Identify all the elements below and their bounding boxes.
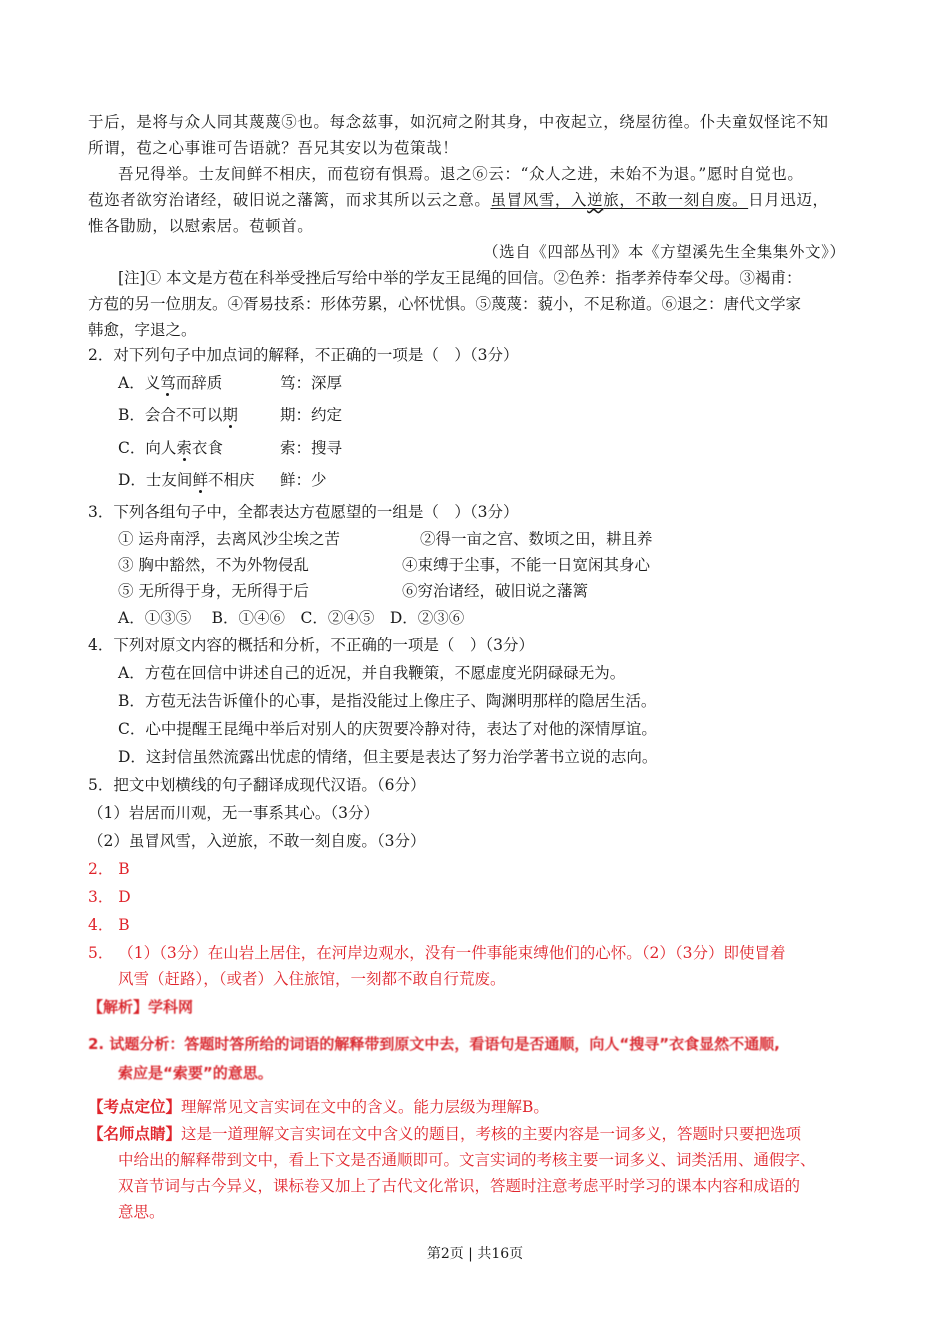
q3-options: A．①③⑤ B．①④⑥ C．②④⑤ D．②③⑥: [118, 609, 465, 627]
answer-5-line-2: 风雪（赶路），（或者）入住旅馆，一刻都不敢自行荒废。: [118, 970, 506, 988]
analysis-line-2: 索应是“索要”的意思。: [118, 1064, 273, 1082]
q2-option-c: C．向人索衣食: [118, 439, 223, 457]
q4-option-c: C．心中提醒王昆绳中举后对别人的庆贺要冷静对待，表达了对他的深情厚谊。: [118, 720, 657, 738]
mingshi-line-4: 意思。: [118, 1203, 165, 1221]
q3-sentence-6: ⑥穷治诸经，破旧说之藩篱: [402, 582, 589, 600]
q3-sentence-5: ⑤ 无所得于身，无所得于后: [118, 582, 309, 600]
dotted-word: 笃: [160, 374, 176, 392]
q2-option-d: D．士友间鲜不相庆: [118, 471, 255, 489]
passage-line-4-post: 日月迅迈，: [748, 191, 829, 209]
q2-option-a-expl: 笃：深厚: [280, 374, 343, 392]
mingshi-line-3: 双音节词与古今异义，课标卷又加上了古代文化常识，答题时注意考虑平时学习的课本内容和成语的: [118, 1177, 801, 1195]
q3-sentence-1: ① 运舟南浮，去离风沙尘埃之苦: [118, 530, 340, 548]
mingshi-line-1: [88, 1123, 801, 1145]
analysis-heading: 【解析】学科网: [88, 998, 194, 1016]
notes-line-1: [注]① 本文是方苞在科举受挫后写给中举的学友王昆绳的回信。②色养：指孝养侍奉父母。③褐甫：: [118, 269, 802, 287]
q5-sentence-2: （2）虽冒风雪，入逆旅，不敢一刻自废。（3分）: [88, 832, 426, 850]
q2-option-d-expl: 鲜：少: [280, 471, 327, 489]
q3-sentence-3: ③ 胸中豁然，不为外物侵乱: [118, 556, 309, 574]
kaodian-text: 理解常见文言实词在文中的含义。能力层级为理解B。: [181, 1098, 549, 1116]
q4-option-a: A．方苞在回信中讲述自己的近况，并自我鞭策，不愿虚度光阴碌碌无为。: [118, 664, 626, 682]
q4-option-b: B．方苞无法告诉僮仆的心事，是指没能过上像庄子、陶渊明那样的隐居生活。: [118, 692, 657, 710]
passage-line-4: [88, 189, 829, 211]
underlined-sentence: 虽冒风雪，入逆旅，不敢一刻自废。: [490, 191, 749, 209]
passage-line-3: 吾兄得举。士友间鲜不相庆，而苞窃有惧焉。退之⑥云：“众人之进，未始不为退。”愿时自觉也。: [118, 165, 804, 183]
q2-option-a: A．义笃而辞质: [118, 374, 223, 392]
notes-line-2: 方苞的另一位朋友。④胥易技系：形体劳累，心怀忧惧。⑤蔑蔑：藐小，不足称道。⑥退之：唐代文学家: [88, 295, 802, 313]
passage-line-5: 惟各勖励，以慰索居。苞顿首。: [88, 217, 314, 235]
passage-source: （选自《四部丛刊》本《方望溪先生全集集外文》）: [483, 243, 846, 261]
mingshi-line-2: 中给出的解释带到文中，看上下文是否通顺即可。文言实词的考核主要一词多义、词类活用、通假字、: [118, 1151, 816, 1169]
dotted-word: 鲜: [192, 471, 208, 489]
passage-line-2: 所谓，苞之心事谁可告语就？吾兄其安以为苞策哉！: [88, 139, 459, 157]
mingshi-text-1: 这是一道理解文言实词在文中含义的题目，考核的主要内容是一词多义，答题时只要把选项: [181, 1125, 802, 1143]
q2-option-b: B．会合不可以期: [118, 406, 238, 424]
q4-stem: 4．下列对原文内容的概括和分析，不正确的一项是（ ）（3分）: [88, 636, 534, 654]
kaodian-label: 【考点定位】: [88, 1097, 182, 1116]
q3-sentence-4: ④束缚于尘事，不能一日宽闲其身心: [402, 556, 651, 574]
answer-3: 3． D: [88, 888, 131, 906]
analysis-line-1: 2. 试题分析：答题时答所给的词语的解释带到原文中去，看语句是否通顺，向人“搜寻”衣食显然不通顺,: [88, 1035, 780, 1053]
q3-stem: 3．下列各组句子中，全都表达方苞愿望的一组是（ ）（3分）: [88, 503, 519, 521]
q2-option-b-expl: 期：约定: [280, 406, 343, 424]
passage-line-1: 于后，是将与众人同其蔑蔑⑤也。每念兹事，如沉疴之附其身，中夜起立，绕屋彷徨。仆夫童奴怪诧不知: [88, 113, 829, 131]
q2-option-c-expl: 索：搜寻: [280, 439, 343, 457]
notes-line-3: 韩愈，字退之。: [88, 321, 197, 339]
q4-option-d: D．这封信虽然流露出忧虑的情绪，但主要是表达了努力治学著书立说的志向。: [118, 748, 658, 766]
answer-2: 2． B: [88, 860, 130, 878]
q5-sentence-1: （1）岩居而川观，无一事系其心。（3分）: [88, 804, 379, 822]
passage-line-4-pre: 苞迩者欲穷治诸经，破旧说之藩篱，而求其所以云之意。: [88, 191, 491, 209]
q5-stem: 5．把文中划横线的句子翻译成现代汉语。（6分）: [88, 776, 426, 794]
answer-5-line-1: 5． （1）（3分）在山岩上居住，在河岸边观水，没有一件事能束缚他们的心怀。（2）（3分）即使冒着: [88, 944, 786, 962]
q2-stem: 2．对下列句子中加点词的解释，不正确的一项是（ ）（3分）: [88, 346, 519, 364]
answer-4: 4． B: [88, 916, 130, 934]
q3-sentence-2: ②得一亩之宫、数顷之田，耕且养: [420, 530, 653, 548]
dotted-word: 索: [176, 439, 192, 457]
kaodian-line: [88, 1096, 549, 1118]
dotted-word: 期: [222, 406, 238, 424]
mingshi-label: 【名师点睛】: [88, 1124, 182, 1143]
page-number-footer: 第2页 | 共16页: [426, 1246, 524, 1262]
